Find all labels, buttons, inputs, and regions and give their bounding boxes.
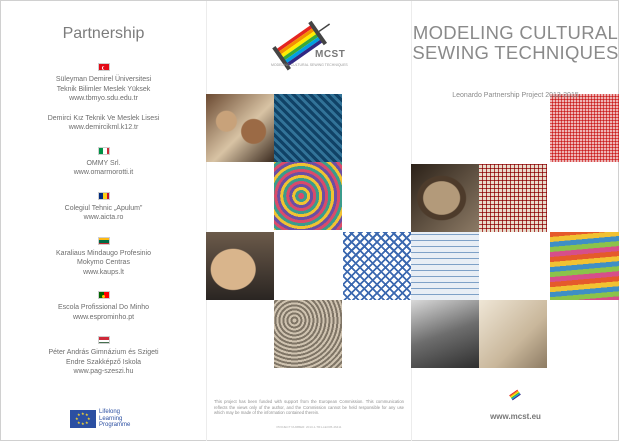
partner-name: Karaliaus Mindaugo Profesinio bbox=[56, 249, 151, 257]
photo-lace bbox=[274, 300, 342, 368]
partner-ommy bbox=[1, 147, 206, 178]
partner-pag-szeszi bbox=[1, 336, 206, 377]
hungary-flag-icon bbox=[98, 336, 110, 344]
programme-line: Learning bbox=[99, 415, 123, 422]
romania-flag-icon bbox=[98, 192, 110, 200]
portugal-flag-icon bbox=[98, 291, 110, 299]
title-line: MODELING CULTURAL bbox=[412, 22, 619, 43]
partner-website-link[interactable]: www.kaups.lt bbox=[83, 268, 124, 276]
partner-name: Süleyman Demirel Üniversitesi bbox=[55, 76, 152, 83]
partner-esprominho bbox=[1, 291, 206, 322]
programme-name bbox=[99, 409, 130, 429]
photo-red-cross-stitch bbox=[479, 164, 547, 232]
photo-colored-yarn bbox=[274, 162, 342, 230]
fold-line-1 bbox=[206, 1, 207, 441]
programme-line: Lifelong bbox=[99, 409, 121, 415]
partner-name: Colegiul Tehnic „Apulum” bbox=[64, 204, 143, 212]
photo-white-embroidery bbox=[411, 232, 479, 300]
website-link[interactable]: www.mcst.eu bbox=[490, 412, 541, 421]
partner-demirci bbox=[1, 114, 206, 133]
photo-dress-form bbox=[206, 232, 274, 300]
partner-name: Péter András Gimnázium és Szigeti bbox=[48, 349, 159, 356]
project-number: PROJECT NUMBER: 2013-1-TR1-LEO05-46411 bbox=[276, 425, 342, 429]
brochure-title bbox=[411, 23, 619, 63]
partner-sdu bbox=[1, 63, 206, 104]
eu-disclaimer: This project has been funded with support from the European Commission. This communication reflects the views only of the author, and the Commission cannot be held responsible for any use which may be made of the information contained therein. bbox=[214, 399, 404, 415]
partner-website-link[interactable]: www.pag-szeszi.hu bbox=[73, 368, 134, 375]
mcst-small-logo-icon bbox=[508, 388, 522, 402]
photo-sewing-machine bbox=[411, 300, 479, 368]
partner-name: Escola Profissional Do Minho bbox=[57, 304, 150, 311]
photo-blue-embroidery bbox=[343, 232, 411, 300]
eu-flag-icon: ★ ★ ★ ★ ★ ★ ★ ★ bbox=[70, 410, 96, 428]
italy-flag-icon bbox=[98, 147, 110, 155]
partner-apulum bbox=[1, 192, 206, 223]
partner-website-link[interactable]: www.omarmorotti.it bbox=[73, 169, 134, 176]
mcst-logo-subtext: MODELING CULTURAL SEWING TECHNIQUES bbox=[271, 63, 348, 67]
partnership-title: Partnership bbox=[62, 25, 145, 42]
partner-website-link[interactable]: www.aicta.ro bbox=[83, 214, 124, 221]
lifelong-learning-logo bbox=[70, 409, 130, 429]
partner-name: Endre Szakképző Iskola bbox=[65, 358, 142, 366]
photo-scissors-fabric bbox=[479, 300, 547, 368]
partner-list bbox=[1, 63, 206, 391]
programme-line: Programme bbox=[99, 422, 131, 428]
photo-knitted-stripes bbox=[550, 232, 619, 300]
photo-wooden-spool bbox=[411, 164, 479, 232]
partner-name: Teknik Bilimler Meslek Yüksek bbox=[56, 85, 151, 93]
project-subtitle: Leonardo Partnership Project 2013-2015 bbox=[452, 92, 579, 99]
partner-name: Demirci Kız Teknik Ve Meslek Lisesi bbox=[47, 114, 160, 122]
photo-blue-weave bbox=[274, 94, 342, 162]
title-line: SEWING TECHNIQUES bbox=[412, 42, 619, 63]
partner-name: OMMY Srl. bbox=[86, 159, 121, 167]
photo-thread-spools bbox=[206, 94, 274, 162]
partner-website-link[interactable]: www.esprominho.pt bbox=[72, 313, 135, 321]
partner-kaups bbox=[1, 237, 206, 278]
partner-website-link[interactable]: www.tbmyo.sdu.edu.tr bbox=[69, 95, 138, 102]
partner-name: Mokymo Centras bbox=[77, 259, 130, 266]
partner-website-link[interactable]: www.demircikml.k12.tr bbox=[68, 124, 139, 131]
mcst-logo-text: MCST bbox=[315, 49, 346, 60]
turkey-flag-icon bbox=[98, 63, 110, 71]
photo-pink-fabric bbox=[550, 94, 619, 162]
lithuania-flag-icon bbox=[98, 237, 110, 245]
